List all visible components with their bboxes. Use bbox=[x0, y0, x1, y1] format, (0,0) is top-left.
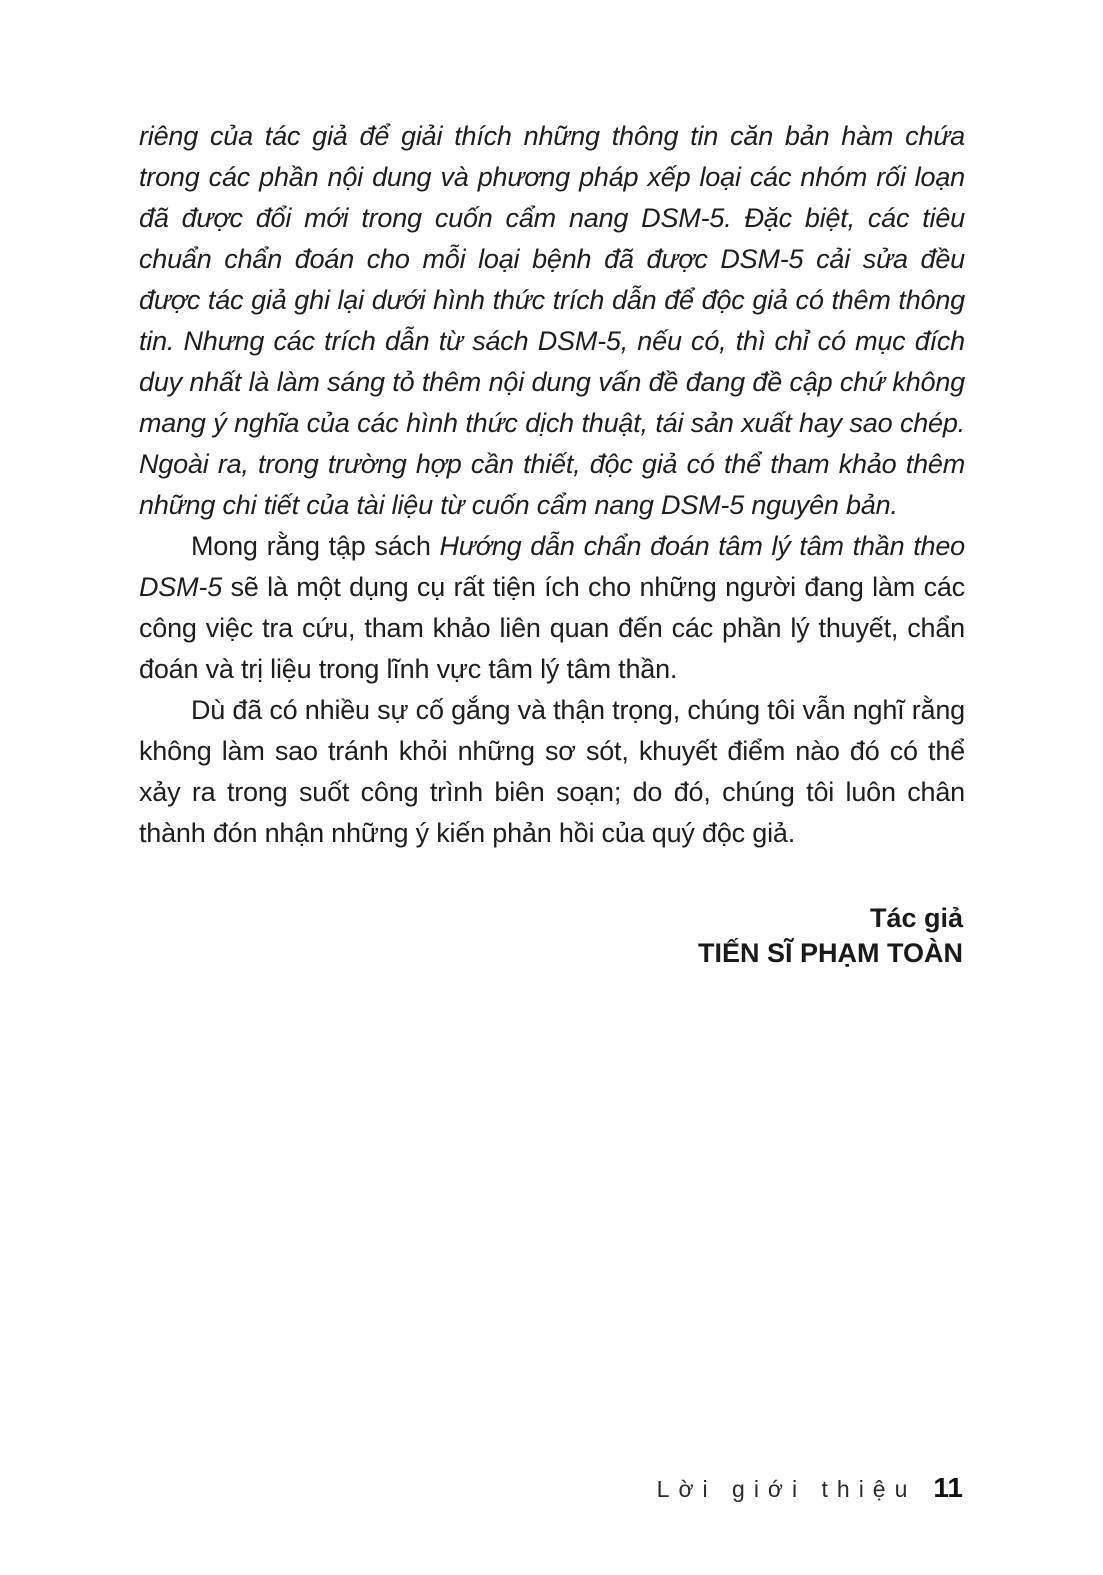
paragraph-continuation: riêng của tác giả để giải thích những thông tin căn bản hàm chứa trong các phần nội dung và phương pháp xếp loại các nhóm rối loạn đã được đổi mới trong cuốn cẩm nang DSM-5. Đặc biệt, các tiêu chuẩn chẩn đoán cho mỗi loại bệnh đã được DSM-5 cải sửa đều được tác giả ghi lại dưới hình thức trích dẫn để độc giả có thêm thông tin. Nhưng các trích dẫn từ sách DSM-5, nếu có, thì chỉ có mục đích duy nhất là làm sáng tỏ thêm nội dung vấn đề đang đề cập chứ không mang ý nghĩa của các hình thức dịch thuật, tái sản xuất hay sao chép. Ngoài ra, trong trường hợp cần thiết, độc giả có thể tham khảo thêm những chi tiết của tài liệu từ cuốn cẩm nang DSM-5 nguyên bản. bbox=[139, 121, 965, 520]
paragraph-rest: sẽ là một dụng cụ rất tiện ích cho những người đang làm các công việc tra cứu, tham khảo liên quan đến các phần lý thuyết, chẩn đoán và trị liệu trong lĩnh vực tâm lý tâm thần. bbox=[139, 572, 965, 684]
page-footer bbox=[657, 1472, 963, 1504]
book-title: Hướng dẫn chẩn đoán tâm lý tâm thần theo DSM-5 bbox=[139, 531, 965, 602]
footer-page-number: 11 bbox=[933, 1472, 963, 1503]
author-role: Tác giả bbox=[869, 903, 963, 933]
footer-section-title: Lời giới thiệu bbox=[656, 1476, 917, 1502]
body-text bbox=[139, 116, 965, 854]
paragraph-book-purpose bbox=[139, 526, 965, 690]
paragraph-closing: Dù đã có nhiều sự cố gắng và thận trọng, chúng tôi vẫn nghĩ rằng không làm sao tránh khỏi những sơ sót, khuyết điểm nào đó có thể xảy ra trong suốt công trình biên soạn; do đó, chúng tôi luôn chân thành đón nhận những ý kiến phản hồi của quý độc giả. bbox=[139, 695, 965, 848]
author-signature bbox=[698, 901, 963, 971]
paragraph-lead: Mong rằng tập sách bbox=[191, 531, 440, 561]
author-name: TIẾN SĨ PHẠM TOÀN bbox=[697, 938, 963, 968]
